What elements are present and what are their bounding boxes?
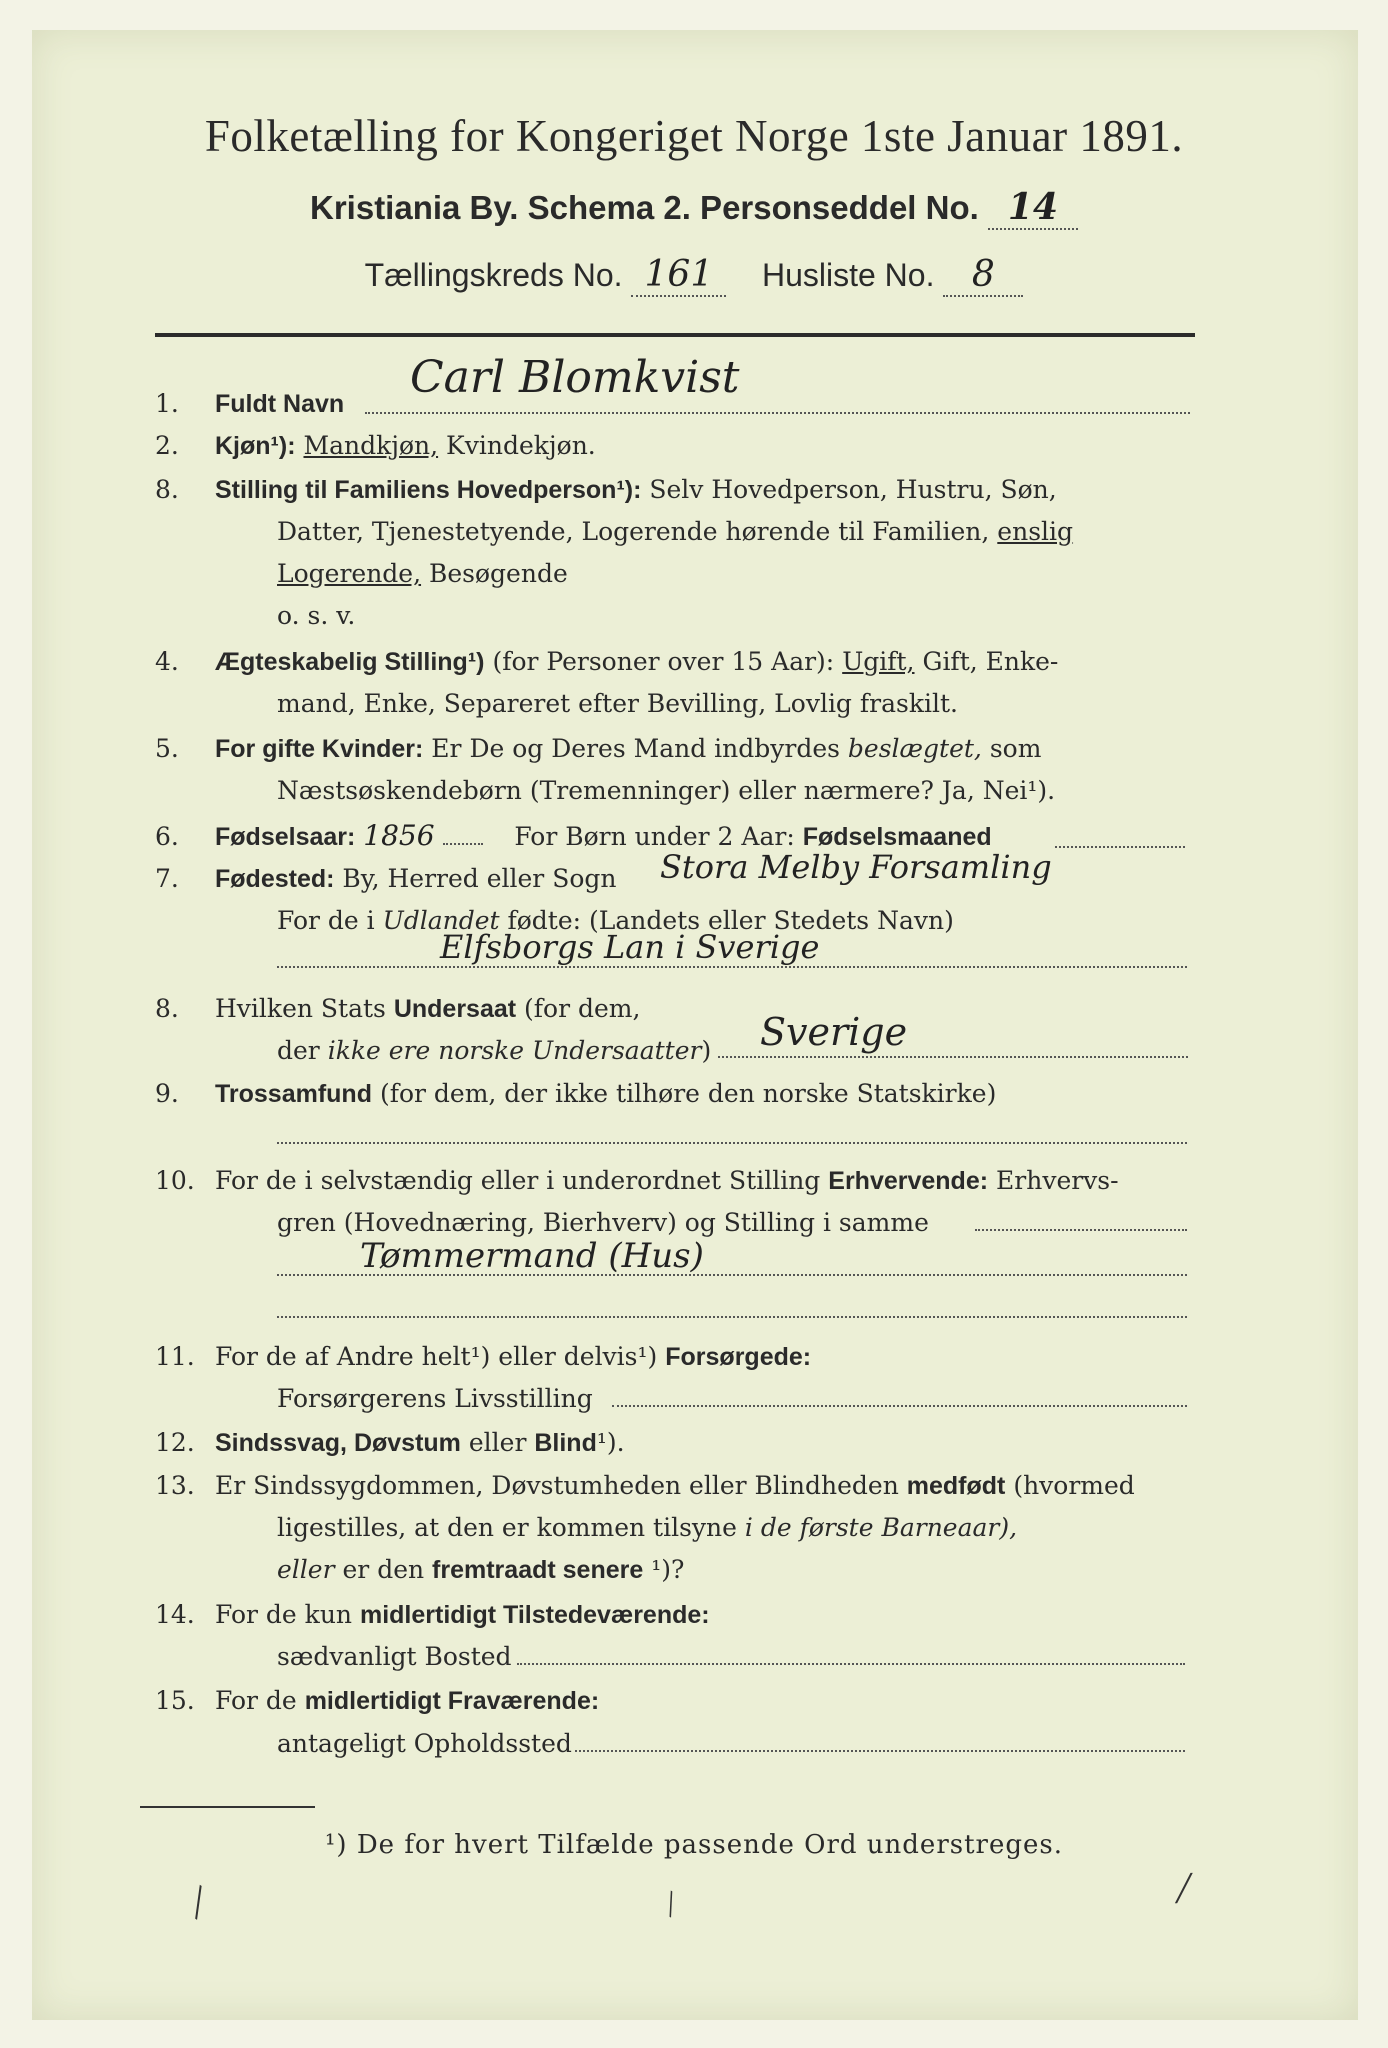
q7-text-line2a: For de i <box>277 906 375 935</box>
footnote: ¹) De for hvert Tilfælde passende Ord understreges. <box>324 1830 1063 1860</box>
q8-text-line2i: ikke ere norske Undersaatter <box>327 1036 702 1065</box>
q4-options-line1: Gift, Enke- <box>922 647 1059 676</box>
q3-option-besogende: Besøgende <box>429 559 568 588</box>
q6-label: Fødselsaar: <box>215 823 356 851</box>
question-9 <box>155 1073 1195 1115</box>
husliste-label: Husliste No. <box>761 257 935 293</box>
q11-number: 11. <box>155 1342 195 1371</box>
q7-udlandet: Udlandet <box>382 906 500 935</box>
personseddel-no-value: 14 <box>1007 186 1059 228</box>
q3-option-logerende[interactable]: Logerende, <box>277 559 422 588</box>
margin-tick-mark: ╱ <box>1176 1874 1192 1904</box>
q9-number: 9. <box>155 1079 179 1108</box>
husliste-no-value: 8 <box>971 254 995 295</box>
q10-text-line2: gren (Hovednæring, Bierhverv) og Stilling i samme <box>277 1208 929 1237</box>
q7-foreign-dotline <box>277 966 1187 968</box>
q13-label-later: fremtraadt senere <box>432 1556 644 1584</box>
margin-tick-mark: ╲ <box>659 1890 683 1918</box>
q1-full-name-value[interactable]: Carl Blomkvist <box>410 352 740 403</box>
form-subheader <box>0 254 1388 297</box>
q8-citizenship-value[interactable]: Sverige <box>760 1010 908 1054</box>
q10-dotline-c <box>277 1316 1187 1318</box>
q12-text: eller <box>468 1428 527 1457</box>
q11-text-line2: Forsørgerens Livsstilling <box>277 1384 593 1413</box>
question-13 <box>155 1465 1195 1507</box>
q10-label: Erhvervende: <box>828 1167 989 1195</box>
q10-occupation-value[interactable]: Tømmermand (Hus) <box>360 1236 704 1276</box>
q6-birth-month-label: Fødselsmaaned <box>802 823 992 851</box>
q3-line2 <box>277 511 1317 553</box>
q8-dotline <box>718 1056 1188 1058</box>
q7-label: Fødested: <box>215 865 335 893</box>
q9-label: Trossamfund <box>215 1080 372 1108</box>
q4-qualifier: (for Personer over 15 Aar): <box>492 647 835 676</box>
q7-text-line2b: fødte: (Landets eller Stedets Navn) <box>507 906 954 935</box>
q4-number: 4. <box>155 647 179 676</box>
question-14 <box>155 1594 1195 1636</box>
q2-label: Kjøn¹): <box>215 432 296 460</box>
q7-foreign-place-value[interactable]: Elfsborgs Lan i Sverige <box>440 928 820 966</box>
q8-text-line1a: Hvilken Stats <box>215 994 386 1023</box>
q8-text-line1b: (for dem, <box>524 994 641 1023</box>
q8-number: 8. <box>155 994 179 1023</box>
q7-birthplace-value[interactable]: Stora Melby Forsamling <box>660 848 1052 886</box>
husliste-no-field[interactable] <box>943 254 1023 297</box>
q13-text-line2a: ligestilles, at den er kommen tilsyne <box>277 1513 737 1542</box>
q7-text-line1: By, Herred eller Sogn <box>342 864 617 893</box>
q15-location-field[interactable] <box>575 1750 1185 1752</box>
q3-osv: o. s. v. <box>277 601 356 630</box>
q12-label-blind: Blind <box>534 1429 597 1457</box>
q8-text-line2b: ) <box>701 1036 712 1065</box>
q6-child-text: For Børn under 2 Aar: <box>514 822 795 851</box>
personseddel-no-field[interactable] <box>988 186 1078 230</box>
question-10 <box>155 1160 1195 1202</box>
q14-number: 14. <box>155 1600 195 1629</box>
q14-text-line2: sædvanligt Bosted <box>277 1642 512 1671</box>
q1-dotline <box>365 412 1190 414</box>
header-rule <box>155 333 1195 337</box>
q5-text-line1: Er De og Deres Mand indbyrdes <box>431 734 840 763</box>
q13-text-line2i: i de første Barneaar), <box>744 1513 1018 1542</box>
q15-text-line2: antageligt Opholdssted <box>277 1729 572 1758</box>
form-subtitle <box>0 186 1388 230</box>
q10-number: 10. <box>155 1166 195 1195</box>
taellingskreds-no-value: 161 <box>644 254 714 295</box>
q3-option-enslig[interactable]: enslig <box>997 517 1074 546</box>
q13-line2 <box>277 1507 1317 1549</box>
q14-text-line1: For de kun <box>215 1600 353 1629</box>
q13-text-line1a: Er Sindssygdommen, Døvstumheden eller Blindheden <box>215 1471 899 1500</box>
q11-label: Forsørgede: <box>665 1343 812 1371</box>
q14-residence-field[interactable] <box>517 1663 1185 1665</box>
form-title: Folketælling for Kongeriget Norge 1ste Januar 1891. <box>204 111 1184 161</box>
q13-text-line3b: ¹)? <box>651 1555 685 1584</box>
q15-line2 <box>277 1723 1317 1765</box>
q3-line3 <box>277 553 1317 595</box>
q6-number: 6. <box>155 822 179 851</box>
q13-line3 <box>277 1549 1317 1591</box>
q12-label: Sindssvag, Døvstum <box>215 1429 461 1457</box>
q11-text-line1: For de af Andre helt¹) eller delvis¹) <box>215 1342 658 1371</box>
q5-label: For gifte Kvinder: <box>215 735 424 763</box>
q12-end: ¹). <box>596 1428 625 1457</box>
q4-label: Ægteskabelig Stilling¹) <box>215 648 485 676</box>
q4-option-ugift[interactable]: Ugift, <box>842 647 915 676</box>
q10-text-line1a: For de i selvstændig eller i underordnet Stilling <box>215 1166 821 1195</box>
q5-som: som <box>989 734 1042 763</box>
q2-option-female[interactable]: Kvindekjøn. <box>446 431 596 460</box>
subtitle-text: Kristiania By. Schema 2. Personseddel No. <box>310 189 979 226</box>
question-12 <box>155 1422 1195 1464</box>
q5-text-line2: Næstsøskendebørn (Tremenninger) eller nærmere? Ja, Nei¹). <box>277 776 1056 805</box>
q9-religion-field[interactable] <box>277 1142 1187 1144</box>
q15-number: 15. <box>155 1686 195 1715</box>
q14-line2 <box>277 1636 1317 1678</box>
q14-label: midlertidigt Tilstedeværende: <box>359 1601 710 1629</box>
q3-line4 <box>277 595 1317 637</box>
q6-dots <box>443 843 483 845</box>
q11-provider-field[interactable] <box>612 1405 1187 1407</box>
q8-label: Undersaat <box>393 995 517 1023</box>
q1-number: 1. <box>155 389 179 418</box>
q3-number: 8. <box>155 475 179 504</box>
q5-beslaegtet: beslægtet, <box>847 734 982 763</box>
question-4 <box>155 641 1195 683</box>
q2-option-male[interactable]: Mandkjøn, <box>303 431 439 460</box>
q4-options-line2: mand, Enke, Separeret efter Bevilling, Lovlig fraskilt. <box>277 689 958 718</box>
question-2 <box>155 425 1195 467</box>
q13-number: 13. <box>155 1471 195 1500</box>
q11-line2 <box>277 1378 1317 1420</box>
q3-options-line2: Datter, Tjenestetyende, Logerende hørende til Familien, <box>277 517 990 546</box>
question-3 <box>155 469 1195 511</box>
q5-number: 5. <box>155 734 179 763</box>
q15-label: midlertidigt Fraværende: <box>304 1687 600 1715</box>
taellingskreds-label: Tællingskreds No. <box>364 257 623 293</box>
question-8 <box>155 988 1195 1030</box>
q3-label: Stilling til Familiens Hovedperson¹): <box>215 476 642 504</box>
q15-text-line1: For de <box>215 1686 297 1715</box>
q1-label: Fuldt Navn <box>215 390 345 418</box>
q2-number: 2. <box>155 431 179 460</box>
q3-options-line1: Selv Hovedperson, Hustru, Søn, <box>649 475 1057 504</box>
question-5 <box>155 728 1195 770</box>
q13-text-line1b: (hvormed <box>1013 1471 1135 1500</box>
q5-line2 <box>277 770 1317 812</box>
question-11 <box>155 1336 1195 1378</box>
margin-tick-mark: ╲ <box>182 1886 213 1920</box>
q6-birth-year-value[interactable]: 1856 <box>363 819 435 852</box>
q4-line2 <box>277 683 1317 725</box>
q13-text-line3i: eller <box>277 1555 335 1584</box>
q13-text-line3a: er den <box>342 1555 425 1584</box>
q12-number: 12. <box>155 1428 195 1457</box>
q7-number: 7. <box>155 864 179 893</box>
question-15 <box>155 1680 1195 1722</box>
q10-text-line1b: Erhvervs- <box>996 1166 1119 1195</box>
footnote-rule <box>140 1806 315 1808</box>
q9-text: (for dem, der ikke tilhøre den norske Statskirke) <box>379 1079 997 1108</box>
taellingskreds-no-field[interactable] <box>631 254 726 297</box>
q6-birth-month-field[interactable] <box>1055 846 1185 848</box>
q10-dotline-a <box>975 1229 1187 1231</box>
q8-text-line2a: der <box>277 1036 320 1065</box>
q13-label: medfødt <box>906 1472 1006 1500</box>
